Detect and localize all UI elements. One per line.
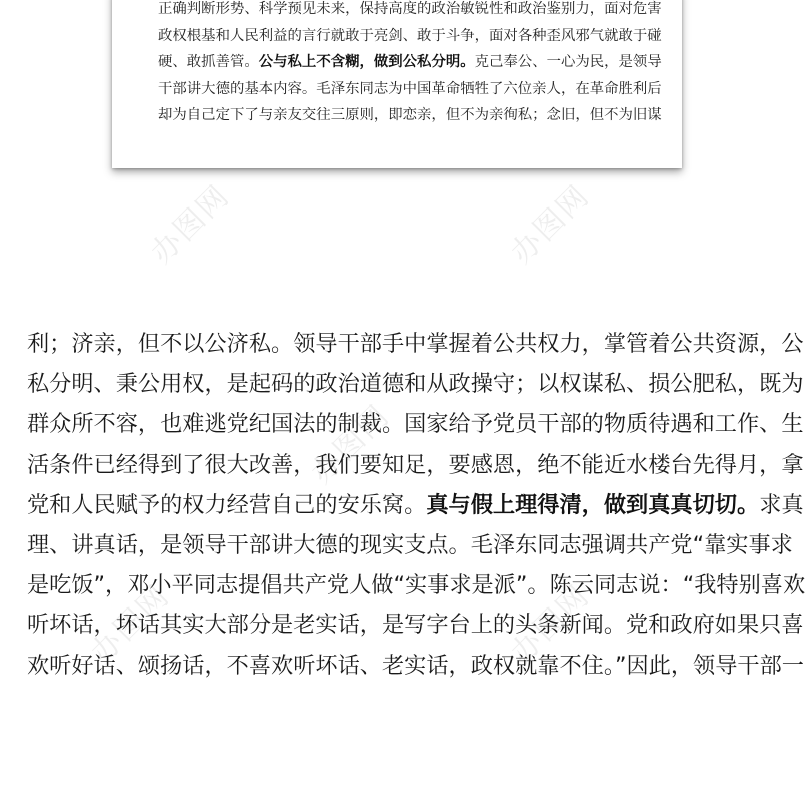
excerpt-card: [112, 0, 682, 168]
body-line: [27, 364, 804, 404]
excerpt-line: [158, 102, 662, 129]
excerpt-segment: 却为自己定下了与亲友交往三原则，即恋亲，但不为亲徇私；念旧，但不为旧谋: [158, 107, 662, 123]
excerpt-bold-heading: 公与私上不含糊，做到公私分明。: [258, 54, 475, 70]
body-line: [27, 324, 804, 364]
body-segment: 听坏话，坏话其实大部分是老实话，是写字台上的头条新闻。党和政府如果只喜: [27, 612, 804, 639]
excerpt-line: [158, 23, 662, 50]
excerpt-text: [158, 0, 662, 129]
excerpt-line: [158, 76, 662, 103]
watermark-5: 办图网: [504, 578, 597, 671]
body-bold-heading: 真与假上理得清，做到真真切切。: [426, 491, 760, 518]
body-segment: 是吃饭”，邓小平同志提倡共产党人做“实事求是派”。陈云同志说：“我特别喜欢: [27, 572, 805, 599]
excerpt-segment: 政权根基和人民利益的言行就敢于亮剑、敢于斗争，面对各种歪风邪气就敢于碰: [158, 27, 662, 44]
watermark-4: 办图网: [84, 578, 177, 671]
body-segment: 党和人民赋予的权力经营自己的安乐窝。: [27, 491, 427, 518]
body-segment: 活条件已经得到了很大改善，我们要知足，要感恩，绝不能近水楼台先得月，拿: [27, 451, 804, 478]
body-segment: 私分明、秉公用权，是起码的政治道德和从政操守；以权谋私、损公肥私，既为: [27, 371, 804, 398]
body-segment: 利；济亲，但不以公济私。领导干部手中掌握着公共权力，掌管着公共资源，公: [27, 331, 804, 357]
body-line: [27, 404, 804, 444]
body-line: [27, 525, 793, 565]
body-segment: 欢听好话、颂扬话，不喜欢听坏话、老实话，政权就靠不住。”因此，领导干部一: [27, 652, 804, 679]
excerpt-line: [158, 0, 662, 23]
body-line: [27, 605, 804, 645]
watermark-1: 办图网: [144, 178, 237, 271]
body-line: [27, 485, 804, 525]
watermark-2: 办图网: [504, 178, 597, 271]
body-line: [27, 646, 804, 686]
body-segment: 群众所不容，也难逃党纪国法的制裁。国家给予党员干部的物质待遇和工作、生: [27, 411, 804, 438]
excerpt-segment: 干部讲大德的基本内容。毛泽东同志为中国革命牺牲了六位亲人，在革命胜利后: [158, 80, 662, 97]
excerpt-segment: 硬、敢抓善管。: [158, 54, 259, 70]
body-segment: 求真: [759, 491, 804, 518]
body-line: [27, 445, 804, 485]
watermark-3: 办图网: [304, 398, 397, 491]
body-segment: 理、讲真话，是领导干部讲大德的现实支点。毛泽东同志强调共产党“靠实事求: [27, 531, 793, 558]
body-text: [27, 324, 805, 686]
excerpt-line: [158, 49, 662, 76]
excerpt-segment: 克己奉公、一心为民，是领导: [474, 54, 662, 70]
body-line: [27, 565, 805, 605]
excerpt-segment: 正确判断形势、科学预见未来，保持高度的政治敏锐性和政治鉴别力，面对危害: [158, 1, 662, 17]
